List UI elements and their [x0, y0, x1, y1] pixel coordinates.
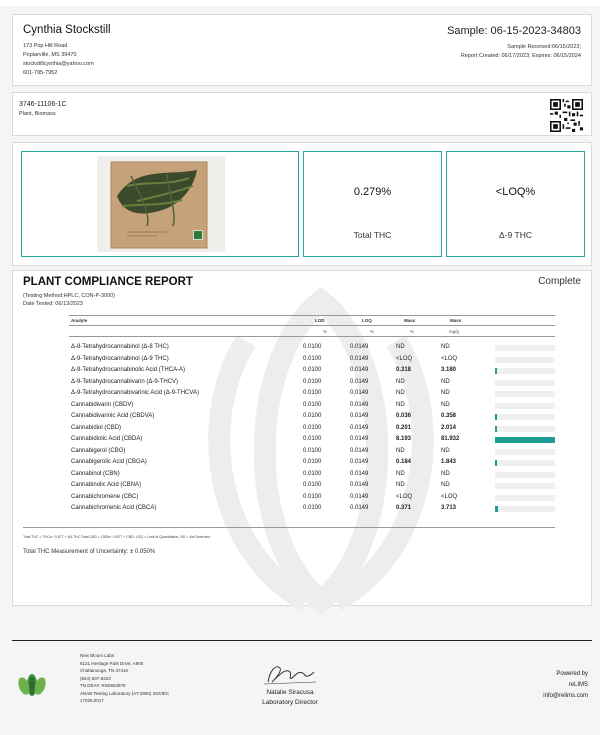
- header-rule: [69, 325, 555, 326]
- result-bar-track: [495, 368, 555, 374]
- analyte-lod: 0.0100: [303, 436, 322, 442]
- unit-mass-mgg: mg/g: [449, 329, 460, 334]
- powered-by-label: Powered by: [556, 671, 588, 677]
- analyte-mass-mgg: 1.843: [441, 459, 457, 465]
- analyte-lod: 0.0100: [303, 482, 322, 488]
- unit-loq: %: [370, 329, 375, 334]
- analyte-mass-mgg: <LOQ: [441, 355, 458, 362]
- analyte-name: Cannabidiolic Acid (CBDA): [71, 436, 143, 442]
- analyte-mass-pct: ND: [396, 344, 405, 350]
- analyte-name: Cannabinolic Acid (CBNA): [71, 482, 142, 488]
- analyte-mass-mgg: 0.358: [441, 413, 457, 419]
- result-bar-track: [495, 345, 555, 351]
- units-rule: [69, 336, 555, 337]
- analyte-name: Δ-9-Tetrahydrocannabivarinic Acid (Δ-9-THCVA): [71, 390, 199, 396]
- analyte-lod: 0.0100: [303, 355, 322, 362]
- compliance-report-panel: [12, 270, 592, 606]
- analyte-mass-mgg: <LOQ: [441, 493, 458, 500]
- lab-info: [80, 652, 169, 705]
- client-name: Cynthia Stockstill: [23, 24, 111, 36]
- analyte-mass-pct: 0.036: [396, 413, 412, 419]
- col-header-loq: LOQ: [362, 318, 372, 323]
- report-meta: [23, 292, 115, 308]
- client-header-panel: [12, 14, 592, 86]
- signatory-title: Laboratory Director: [262, 699, 318, 706]
- calc-footnote: Total THC = THCa * 0.877 + Δ9-THC;Total CBD = CBDa * 0.877 + CBD; LOQ = Limit of Quantitation; ND = Not Detected.: [23, 535, 211, 539]
- sample-type: Plant, Biomass: [19, 111, 56, 117]
- analyte-mass-pct: ND: [396, 378, 405, 385]
- result-bar-fill: [495, 368, 497, 374]
- result-bar-track: [495, 495, 555, 501]
- analyte-lod: 0.0100: [303, 424, 322, 431]
- result-bar-fill: [495, 414, 497, 420]
- analyte-loq: 0.0149: [350, 367, 369, 373]
- analyte-name: Cannabichromenic Acid (CBCA): [71, 505, 157, 511]
- analyte-mass-pct: 0.201: [396, 424, 412, 431]
- analyte-mass-mgg: ND: [441, 447, 450, 454]
- table-top-rule: [69, 315, 555, 316]
- lab-logo-icon: [16, 672, 48, 698]
- testing-method: (Testing Method:HPLC, CON-P-3000): [23, 293, 116, 299]
- d9-thc-box: [446, 151, 585, 257]
- client-address: [23, 42, 94, 78]
- lab-line: (844) 837-8223: [80, 675, 111, 681]
- report-dates: Report Created: 06/17/2023; Expires: 06/15/2024: [460, 53, 581, 59]
- lab-line: Chattanooga, TN 37416: [80, 668, 128, 673]
- analyte-loq: 0.0149: [350, 436, 369, 442]
- sample-id: Sample: 06-15-2023-34803: [447, 25, 581, 37]
- analyte-mass-mgg: 81.932: [441, 436, 460, 442]
- analyte-lod: 0.0100: [303, 378, 322, 385]
- unit-lod: %: [323, 329, 328, 334]
- analyte-mass-mgg: ND: [441, 344, 450, 350]
- result-bar-track: [495, 472, 555, 478]
- analyte-mass-pct: 8.193: [396, 436, 412, 442]
- analyte-loq: 0.0149: [350, 447, 369, 454]
- analyte-mass-pct: ND: [396, 390, 405, 396]
- analyte-name: Δ-9-Tetrahydrocannabinol (Δ-9 THC): [71, 355, 169, 362]
- analyte-mass-pct: 0.318: [396, 367, 412, 373]
- result-bar-track: [495, 460, 555, 466]
- report-title: PLANT COMPLIANCE REPORT: [23, 276, 193, 288]
- date-tested: Date Tested: 06/13/2023: [23, 301, 83, 307]
- col-header-mass-pct: Mass: [404, 318, 416, 323]
- lab-line: 17025:2017: [80, 698, 104, 703]
- analyte-mass-pct: <LOQ: [396, 493, 413, 500]
- uncertainty-note: Total THC Measurement of Uncertainty: ± 0.050%: [23, 549, 156, 555]
- analyte-loq: 0.0149: [350, 390, 369, 396]
- analyte-lod: 0.0100: [303, 413, 322, 419]
- analyte-mass-mgg: ND: [441, 470, 450, 477]
- analyte-loq: 0.0149: [350, 493, 369, 500]
- summary-panel: [12, 142, 592, 266]
- result-bar-fill: [495, 437, 555, 443]
- analyte-mass-pct: 0.184: [396, 459, 412, 465]
- analyte-lod: 0.0100: [303, 505, 322, 511]
- signatory: [250, 688, 330, 708]
- analyte-lod: 0.0100: [303, 344, 322, 350]
- analyte-loq: 0.0149: [350, 424, 369, 431]
- result-bar-track: [495, 391, 555, 397]
- batch-panel: [12, 92, 592, 136]
- analyte-mass-pct: ND: [396, 401, 405, 408]
- col-header-mass-mgg: Mass: [450, 318, 462, 323]
- result-bar-fill: [495, 460, 497, 466]
- result-bar-track: [495, 380, 555, 386]
- analyte-name: Cannabidiol (CBD): [71, 424, 122, 431]
- analyte-lod: 0.0100: [303, 390, 322, 396]
- total-thc-label: Total THC: [353, 230, 392, 240]
- analyte-loq: 0.0149: [350, 459, 369, 465]
- analyte-mass-pct: 0.371: [396, 505, 412, 511]
- analyte-loq: 0.0149: [350, 470, 369, 477]
- powered-by: [543, 669, 588, 702]
- analyte-lod: 0.0100: [303, 493, 322, 500]
- analyte-mass-mgg: 2.014: [441, 424, 457, 431]
- analyte-loq: 0.0149: [350, 413, 369, 419]
- sample-photo: [97, 156, 225, 252]
- analyte-lod: 0.0100: [303, 459, 322, 465]
- sample-photo-box: [21, 151, 299, 257]
- col-header-lod: LOD: [315, 318, 325, 323]
- email-line: stockstillcynthia@yahoo.com: [23, 61, 94, 67]
- powered-by-email: info@relims.com: [543, 693, 588, 699]
- lab-line: TN DEA#: RN0563975: [80, 683, 126, 688]
- analyte-name: Cannabinol (CBN): [71, 470, 120, 477]
- analyte-name: Cannabidivarin (CBDV): [71, 401, 134, 408]
- analyte-mass-mgg: 3.180: [441, 367, 457, 373]
- result-bar-track: [495, 449, 555, 455]
- result-bar-track: [495, 403, 555, 409]
- analyte-name: Cannabichromene (CBC): [71, 493, 139, 500]
- report-status: Complete: [538, 276, 581, 287]
- analyte-name: Cannabigerol (CBG): [71, 447, 126, 454]
- analyte-mass-mgg: ND: [441, 401, 450, 408]
- total-thc-box: [303, 151, 442, 257]
- lab-line: 6121 Heritage Park Drive, A900: [80, 660, 144, 666]
- analyte-mass-mgg: 3.713: [441, 505, 457, 511]
- analyte-mass-pct: ND: [396, 470, 405, 477]
- qr-code-icon: [550, 99, 583, 132]
- phone-line: 601-795-7952: [23, 70, 58, 76]
- analyte-mass-mgg: ND: [441, 378, 450, 385]
- analyte-mass-mgg: ND: [441, 390, 450, 396]
- d9-thc-value: <LOQ%: [495, 186, 536, 198]
- analyte-lod: 0.0100: [303, 367, 322, 373]
- result-bar-track: [495, 426, 555, 432]
- analyte-loq: 0.0149: [350, 378, 369, 385]
- analyte-name: Cannabigerolic Acid (CBGA): [71, 459, 147, 465]
- table-bottom-rule: [23, 527, 555, 528]
- d9-thc-label: Δ-9 THC: [498, 230, 533, 240]
- col-header-analyte: Analyte: [71, 318, 88, 323]
- signatory-name: Natalie Siracusa: [266, 689, 314, 696]
- analyte-name: Δ-9-Tetrahydrocannabivarin (Δ-9-THCV): [71, 378, 179, 385]
- page-top-edge: [0, 0, 600, 6]
- result-bar-fill: [495, 426, 497, 432]
- analyte-lod: 0.0100: [303, 447, 322, 454]
- result-bar-fill: [495, 506, 498, 512]
- analyte-loq: 0.0149: [350, 355, 369, 362]
- result-bar-track: [495, 357, 555, 363]
- analyte-mass-pct: ND: [396, 482, 405, 488]
- address-line: 173 Pop Hill Road: [23, 43, 68, 49]
- result-bar-track: [495, 414, 555, 420]
- footer-rule: [12, 640, 592, 641]
- address-line: Poplarville, MS 39470: [23, 52, 77, 58]
- analyte-mass-pct: ND: [396, 447, 405, 454]
- result-bar-track: [495, 437, 555, 443]
- signature-image: [250, 660, 330, 690]
- lab-line: New Bloom Labs: [80, 653, 115, 658]
- analyte-lod: 0.0100: [303, 401, 322, 408]
- sample-received: Sample Received:06/15/2023;: [507, 44, 581, 50]
- analyte-loq: 0.0149: [350, 401, 369, 408]
- analyte-name: Δ-8-Tetrahydrocannabinol (Δ-8 THC): [71, 344, 169, 350]
- analyte-loq: 0.0149: [350, 344, 369, 350]
- analyte-name: Δ-9-Tetrahydrocannabinolic Acid (THCA-A): [71, 367, 186, 373]
- total-thc-value: 0.279%: [353, 186, 392, 198]
- powered-by-brand: reLIMS: [568, 682, 588, 688]
- lab-line: ANAB Testing Laboratory (AT-2860) ISO/IEC: [80, 690, 170, 696]
- analyte-name: Cannabidivarinic Acid (CBDVA): [71, 413, 155, 419]
- analyte-mass-pct: <LOQ: [396, 355, 413, 362]
- analyte-lod: 0.0100: [303, 470, 322, 477]
- unit-mass-pct: %: [410, 329, 415, 334]
- batch-number: 3746-11106-1C: [19, 101, 67, 108]
- analyte-mass-mgg: ND: [441, 482, 450, 488]
- analyte-loq: 0.0149: [350, 505, 369, 511]
- result-bar-track: [495, 483, 555, 489]
- analyte-loq: 0.0149: [350, 482, 369, 488]
- result-bar-track: [495, 506, 555, 512]
- sample-dates: [461, 43, 581, 61]
